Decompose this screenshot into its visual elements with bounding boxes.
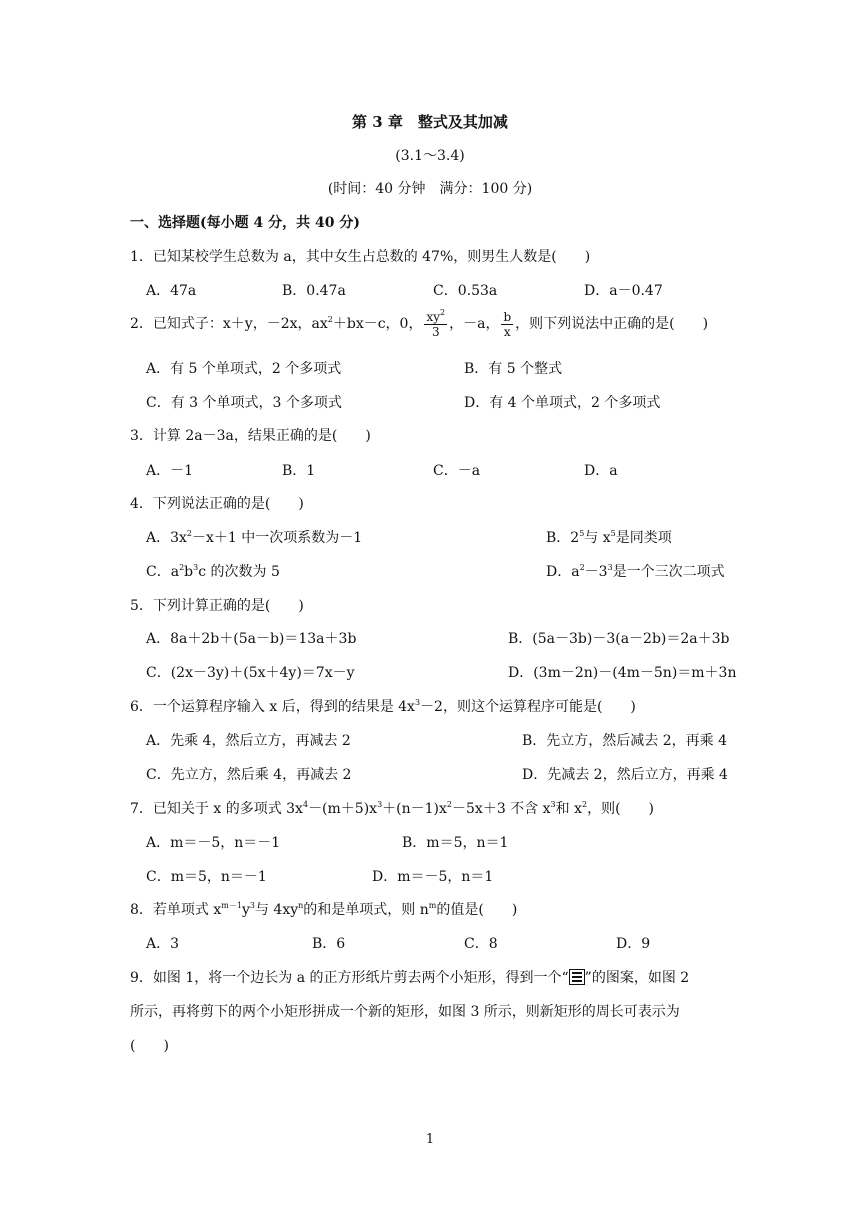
question-3-stem: 3．计算 2a－3a，结果正确的是( ) bbox=[130, 428, 371, 444]
section-heading: 一、选择题(每小题 4 分，共 40 分) bbox=[130, 215, 360, 231]
q2-option-b: B．有 5 个整式 bbox=[464, 361, 563, 377]
q5-option-d: D．(3m－2n)－(4m－5n)＝m＋3n bbox=[508, 665, 737, 681]
question-9-line-3: ( ) bbox=[130, 1038, 169, 1054]
q1-option-b: B．0.47a bbox=[282, 283, 346, 299]
q6-option-c: C．先立方，然后乘 4，再减去 2 bbox=[146, 767, 352, 783]
q3-option-a: A．－1 bbox=[146, 463, 194, 479]
question-4-stem: 4．下列说法正确的是( ) bbox=[130, 496, 304, 512]
q7-option-a: A．m＝－5，n＝－1 bbox=[146, 835, 281, 851]
question-7-stem: 7．已知关于 x 的多项式 $3x^4-(m+5)x^3+(n-1)x^2-5x+3$ 不含 $x^3$和 $x^2$，则( ) bbox=[130, 800, 655, 817]
page-subtitle: (3.1～3.4) bbox=[395, 148, 465, 164]
q8-option-b: B．6 bbox=[312, 936, 346, 952]
question-9-line-1: 9．如图 1，将一个边长为 a 的正方形纸片剪去两个小矩形，得到一个“ ”的图案，如图 2 bbox=[130, 970, 690, 986]
q6-option-a: A．先乘 4，然后立方，再减去 2 bbox=[146, 733, 351, 749]
q7-option-c: C．m＝5，n＝－1 bbox=[146, 869, 267, 885]
question-6-stem: 6．一个运算程序输入 x 后，得到的结果是 $4x^3-2$，则这个运算程序可能是( ) bbox=[130, 698, 636, 715]
page-number: 1 bbox=[425, 1132, 435, 1147]
exam-meta: (时间：40 分钟 满分：100 分) bbox=[327, 181, 533, 197]
q4-option-a: A．$3x^2-x+1$ 中一次项系数为－1 bbox=[146, 529, 363, 546]
s-shape-pattern-icon bbox=[569, 969, 585, 985]
q4-option-b: B．$2^5$与 $x^5$是同类项 bbox=[546, 529, 672, 546]
fraction-b-over-x: $\frac{b}{x}$ bbox=[503, 309, 512, 339]
question-8-stem: 8．若单项式 $x^{m-1}y^3$与 $4xy^n$的和是单项式，则 $n^m$的值是( ) bbox=[130, 901, 518, 918]
q5-option-c: C．(2x－3y)＋(5x＋4y)＝7x－y bbox=[146, 665, 355, 681]
q3-option-c: C．－a bbox=[433, 463, 481, 479]
q5-option-a: A．8a＋2b＋(5a－b)＝13a＋3b bbox=[146, 631, 357, 647]
q8-option-c: C．8 bbox=[464, 936, 498, 952]
question-1-stem: 1．已知某校学生总数为 a，其中女生占总数的 47%，则男生人数是( ) bbox=[130, 249, 591, 265]
fraction-xy2-over-3: $\frac{xy^2}{3}$ bbox=[426, 307, 446, 339]
q8-option-a: A．3 bbox=[146, 936, 180, 952]
q1-option-d: D．a－0.47 bbox=[584, 283, 663, 299]
question-5-stem: 5．下列计算正确的是( ) bbox=[130, 598, 304, 614]
q5-option-b: B．(5a－3b)－3(a－2b)＝2a＋3b bbox=[508, 631, 730, 647]
q2-option-a: A．有 5 个单项式，2 个多项式 bbox=[146, 361, 342, 377]
q7-option-b: B．m＝5，n＝1 bbox=[402, 835, 509, 851]
q6-option-d: D．先减去 2，然后立方，再乘 4 bbox=[522, 767, 728, 783]
question-9-line-2: 所示，再将剪下的两个小矩形拼成一个新的矩形，如图 3 所示，则新矩形的周长可表示为 bbox=[130, 1004, 680, 1020]
q3-option-d: D．a bbox=[584, 463, 618, 479]
question-2-stem: 2．已知式子：x＋y，－2x，$ax^2+bx-c$，0， $\frac{xy^2}{3}$ ，－a， $\frac{b}{x}$ ，则下列说法中正确的是( ) bbox=[130, 307, 709, 339]
q7-option-d: D．m＝－5，n＝1 bbox=[372, 869, 494, 885]
q6-option-b: B．先立方，然后减去 2，再乘 4 bbox=[522, 733, 728, 749]
page-title: 第 3 章 整式及其加减 bbox=[352, 113, 508, 131]
q3-option-b: B．1 bbox=[282, 463, 316, 479]
q2-option-c: C．有 3 个单项式，3 个多项式 bbox=[146, 395, 342, 411]
q1-option-c: C．0.53a bbox=[433, 283, 498, 299]
q4-option-d: D．$a^2-3^3$是一个三次二项式 bbox=[546, 563, 725, 580]
q4-option-c: C．$a^2b^3c$ 的次数为 5 bbox=[146, 563, 280, 580]
q1-option-a: A．47a bbox=[146, 283, 197, 299]
q2-option-d: D．有 4 个单项式，2 个多项式 bbox=[464, 395, 661, 411]
q8-option-d: D．9 bbox=[616, 936, 651, 952]
